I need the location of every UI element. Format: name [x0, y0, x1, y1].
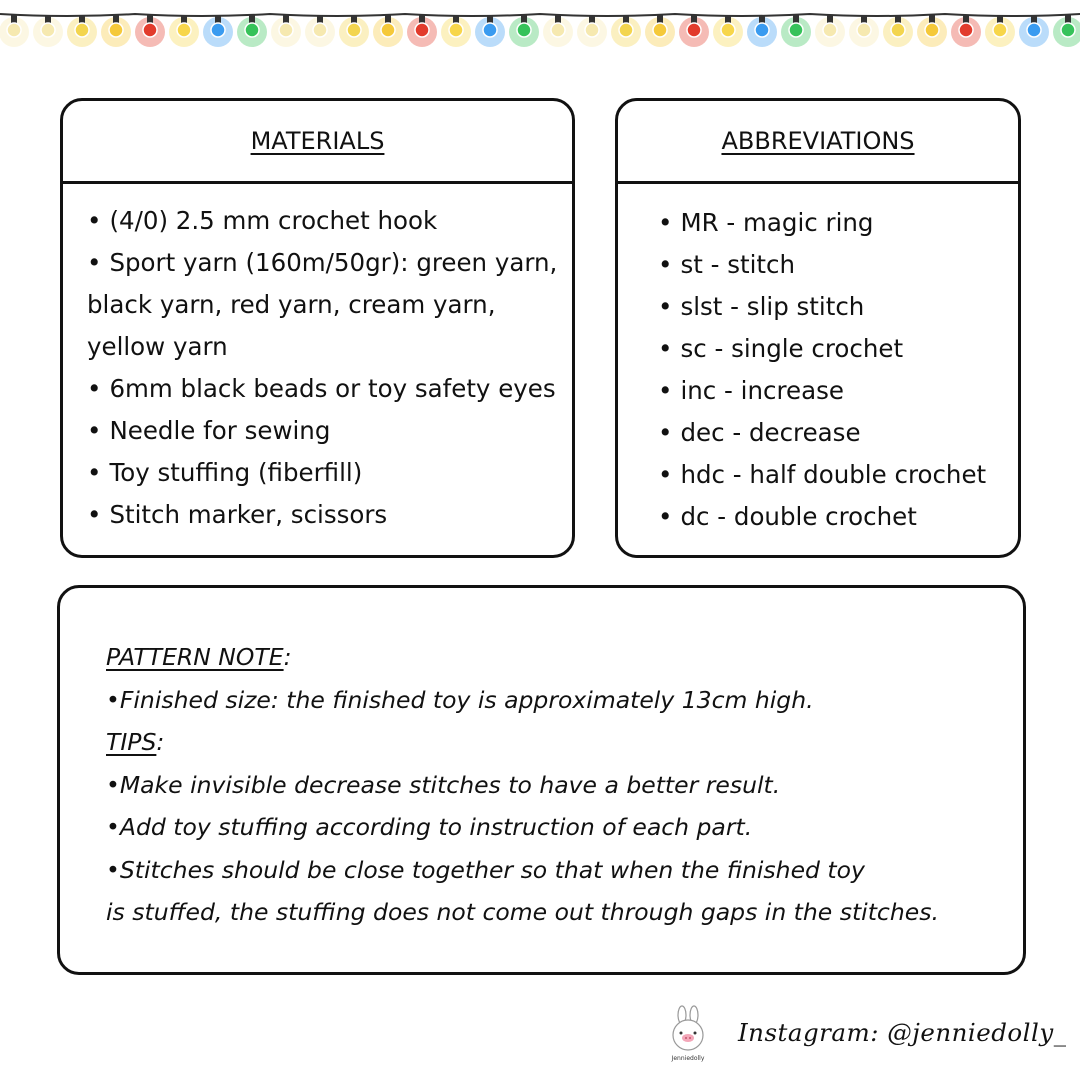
bullet: • [106, 855, 120, 884]
abbreviation-item [658, 328, 1018, 370]
abbreviation-item [658, 244, 1018, 286]
abbreviation-text: dc - double crochet [680, 502, 917, 531]
material-item [87, 410, 567, 452]
material-text: black yarn, red yarn, cream yarn, [87, 290, 496, 319]
material-text: Sport yarn (160m/50gr): green yarn, [109, 248, 558, 277]
abbreviation-text: slst - slip stitch [680, 292, 865, 321]
bullet: • [658, 376, 673, 405]
bullet: • [658, 208, 673, 237]
abbreviations-panel [615, 98, 1021, 558]
abbreviation-item [658, 370, 1018, 412]
material-item [87, 242, 567, 284]
abbreviation-text: st - stitch [680, 250, 796, 279]
material-text: Needle for sewing [109, 416, 331, 445]
light-bulb [849, 15, 879, 47]
light-bulb [203, 15, 233, 47]
tip-text: Make invisible decrease stitches to have a better result. [119, 770, 781, 799]
abbreviation-item [658, 286, 1018, 328]
light-bulb [407, 15, 437, 47]
bullet: • [106, 770, 120, 799]
light-bulb [747, 15, 777, 47]
light-bulb [985, 15, 1015, 47]
tips-heading: TIPS [106, 728, 157, 756]
light-bulb [543, 15, 573, 47]
bullet: • [87, 458, 102, 487]
light-bulb [101, 15, 131, 47]
tip-item [106, 806, 1006, 849]
instagram-handle: Instagram: @jenniedolly_ [738, 1018, 1067, 1047]
bullet: • [87, 374, 102, 403]
light-bulb [305, 15, 335, 47]
bullet: • [87, 206, 102, 235]
bunny-logo-icon [665, 1005, 711, 1065]
abbreviation-item [658, 202, 1018, 244]
light-bulb [0, 15, 29, 47]
light-bulb [33, 15, 63, 47]
abbreviation-item [658, 454, 1018, 496]
material-item-continuation [87, 326, 567, 368]
pattern-note-heading: PATTERN NOTE [106, 643, 284, 671]
light-bulb [679, 15, 709, 47]
pattern-notes [106, 636, 1006, 934]
material-item-continuation [87, 284, 567, 326]
abbreviations-title: ABBREVIATIONS [721, 127, 915, 155]
light-bulb [509, 15, 539, 47]
light-bulb [917, 15, 947, 47]
material-text: yellow yarn [87, 332, 228, 361]
tip-text: Stitches should be close together so that when the finished toy [119, 855, 865, 884]
light-bulb [169, 15, 199, 47]
light-bulb [815, 15, 845, 47]
logo-text: Jenniedolly [671, 1055, 705, 1062]
light-wire [0, 14, 1080, 16]
tip-text: is stuffed, the stuffing does not come out through gaps in the stitches. [106, 898, 939, 926]
material-item [87, 494, 567, 536]
light-bulb [1053, 15, 1080, 47]
string-lights-icon [0, 0, 1080, 70]
bullet: • [658, 460, 673, 489]
material-item [87, 200, 567, 242]
light-bulb [373, 15, 403, 47]
light-bulb [441, 15, 471, 47]
light-bulb [475, 15, 505, 47]
abbreviation-text: hdc - half double crochet [680, 460, 987, 489]
finished-size: Finished size: the finished toy is approximately 13cm high. [119, 685, 814, 714]
bullet: • [658, 250, 673, 279]
light-bulb [713, 15, 743, 47]
tips-list [106, 764, 1006, 934]
abbreviation-text: inc - increase [680, 376, 844, 405]
pattern-note-heading-line: PATTERN NOTE: [106, 643, 292, 671]
abbreviation-item [658, 496, 1018, 538]
light-bulb [577, 15, 607, 47]
abbreviations-list [658, 202, 1018, 538]
tip-item [106, 764, 1006, 807]
bullet: • [87, 416, 102, 445]
tip-item [106, 849, 1006, 892]
finished-size-line: •Finished size: the finished toy is approximately 13cm high. [106, 685, 814, 714]
light-bulb [339, 15, 369, 47]
material-text: Stitch marker, scissors [109, 500, 388, 529]
bullet: • [658, 292, 673, 321]
tips-heading-line: TIPS: [106, 728, 165, 756]
light-bulb [271, 15, 301, 47]
light-bulb [883, 15, 913, 47]
bullet: • [106, 813, 120, 841]
bullet: • [658, 418, 673, 447]
material-text: Toy stuffing (fiberfill) [109, 458, 363, 487]
abbreviation-text: MR - magic ring [680, 208, 874, 237]
light-bulb [611, 15, 641, 47]
light-bulb [237, 15, 267, 47]
material-text: 6mm black beads or toy safety eyes [109, 374, 556, 403]
light-bulb [645, 15, 675, 47]
bullet: • [658, 334, 673, 363]
materials-panel [60, 98, 575, 558]
bullet: • [658, 502, 673, 531]
bullet: • [87, 500, 102, 529]
material-item [87, 368, 567, 410]
tip-text: Add toy stuffing according to instruction of each part. [119, 813, 753, 841]
light-bulb [781, 15, 811, 47]
light-bulb [951, 15, 981, 47]
material-item [87, 452, 567, 494]
abbreviations-header [618, 101, 1018, 184]
light-bulb [1019, 15, 1049, 47]
materials-header [63, 101, 572, 184]
footer [665, 1000, 1065, 1070]
abbreviation-text: sc - single crochet [680, 334, 904, 363]
tip-item-continuation [106, 891, 1006, 934]
materials-title: MATERIALS [250, 127, 385, 155]
abbreviation-item [658, 412, 1018, 454]
abbreviation-text: dec - decrease [680, 418, 861, 447]
light-bulb [67, 15, 97, 47]
bullet: • [87, 248, 102, 277]
materials-list [87, 200, 567, 536]
light-bulb [135, 15, 165, 47]
material-text: (4/0) 2.5 mm crochet hook [109, 206, 438, 235]
pattern-note-panel [57, 585, 1026, 975]
